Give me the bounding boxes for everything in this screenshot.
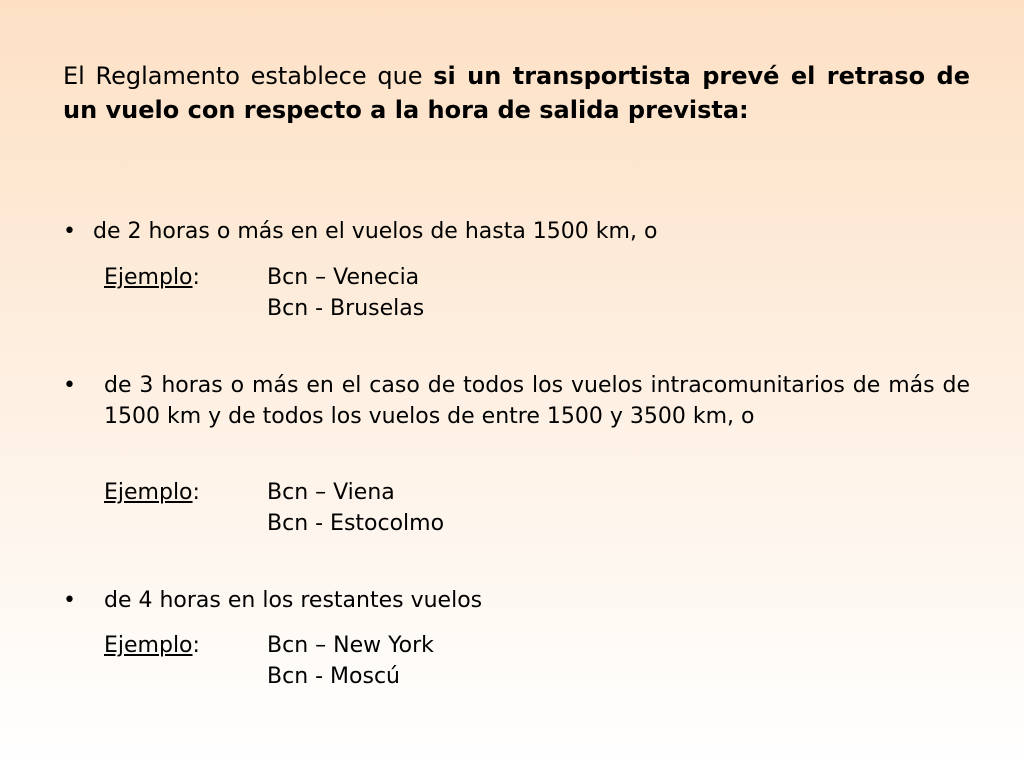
bullet-text: de 4 horas en los restantes vuelos xyxy=(104,588,483,613)
example-route: Bcn - Bruselas xyxy=(267,296,425,321)
example-route: Bcn - Estocolmo xyxy=(267,511,445,536)
example-label-word: Ejemplo xyxy=(104,480,193,505)
example-label xyxy=(104,477,200,508)
example-label-colon: : xyxy=(192,480,200,505)
intro-paragraph xyxy=(63,59,970,127)
bullet-text: de 2 horas o más en el vuelos de hasta 1500 km, o xyxy=(93,219,658,244)
bullet-icon: • xyxy=(63,588,76,613)
example-route: Bcn – Venecia xyxy=(267,265,420,290)
intro-plain-text: El Reglamento establece que xyxy=(63,62,434,90)
example-route: Bcn - Moscú xyxy=(267,664,400,689)
bullet-text: de 3 horas o más en el caso de todos los vuelos intracomunitarios de más de 1500 km y de todos los vuelos de entre 1500 y 3500 km, o xyxy=(104,373,970,429)
example-label xyxy=(104,630,200,661)
example-label-word: Ejemplo xyxy=(104,265,193,290)
bullet-item-3-hours xyxy=(63,370,970,432)
example-label-word: Ejemplo xyxy=(104,633,193,658)
example-route: Bcn – Viena xyxy=(267,480,395,505)
example-route: Bcn – New York xyxy=(267,633,434,658)
example-label-colon: : xyxy=(192,633,200,658)
example-label-colon: : xyxy=(192,265,200,290)
bullet-item-2-hours xyxy=(63,216,970,247)
bullet-item-4-hours xyxy=(63,585,970,616)
example-label xyxy=(104,262,200,293)
bullet-icon: • xyxy=(63,219,76,244)
intro-bold-text: si un transportista prevé el retraso de un vuelo con respecto a la hora de salida prevista: xyxy=(63,62,970,124)
bullet-icon: • xyxy=(63,373,76,398)
